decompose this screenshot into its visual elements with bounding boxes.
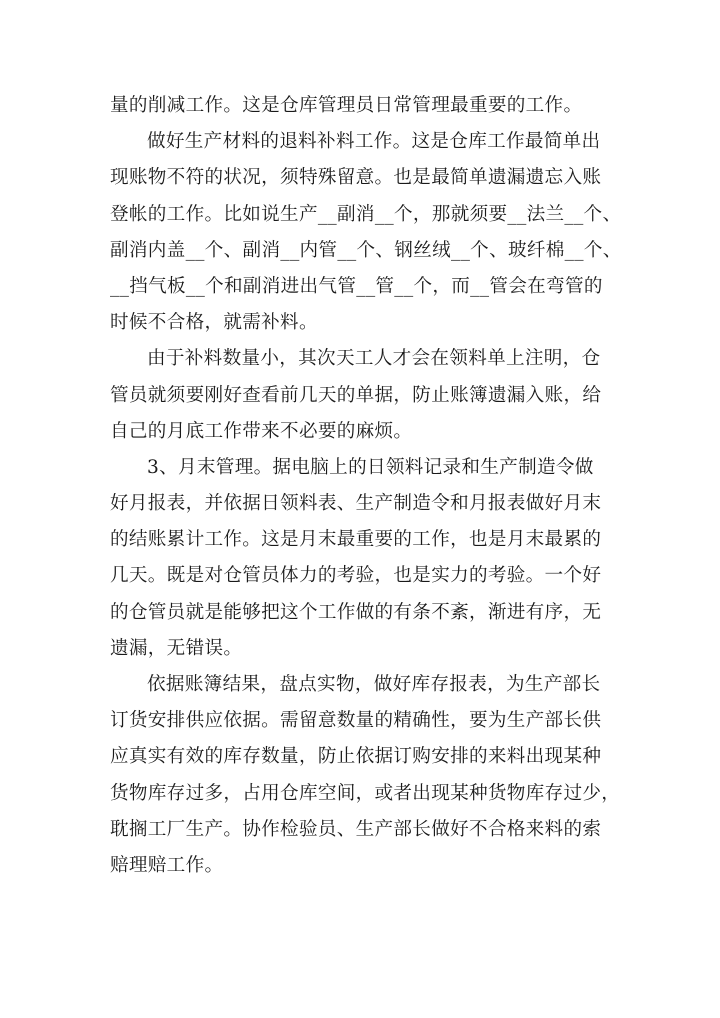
paragraph-5 [110, 667, 621, 884]
document-page [110, 88, 622, 884]
text-line: 现账物不符的状况，须特殊留意。也是最简单遗漏遗忘入账 [110, 167, 602, 189]
text-line: 好月报表，并依据日领料表、生产制造令和月报表做好月末 [110, 493, 602, 515]
text-line: 货物库存过多，占用仓库空间，或者出现某种货物库存过少， [110, 782, 621, 804]
text-line: 订货安排供应依据。需留意数量的精确性，要为生产部长供 [110, 710, 602, 732]
text-line: 应真实有效的库存数量，防止依据订购安排的来料出现某种 [110, 746, 602, 768]
text-line: 遗漏，无错误。 [110, 637, 243, 659]
text-line: 自己的月底工作带来不必要的麻烦。 [110, 420, 413, 442]
text-line: __挡气板__个和副消进出气管__管__个，而__管会在弯管的 [110, 275, 603, 297]
text-line: 时候不合格，就需补料。 [110, 312, 318, 334]
text-line: 量的削减工作。这是仓库管理员日常管理最重要的工作。 [110, 95, 583, 116]
paragraph-4 [110, 450, 610, 667]
text-line: 赔理赔工作。 [110, 854, 224, 876]
text-line: 管员就须要刚好查看前几天的单据，防止账簿遗漏入账，给 [110, 384, 602, 406]
text-line: 几天。既是对仓管员体力的考验，也是实力的考验。一个好 [110, 565, 602, 587]
text-line: 登帐的工作。比如说生产__副消__个，那就须要__法兰__个、 [110, 203, 622, 225]
text-line: 做好生产材料的退料补料工作。这是仓库工作最简单出 [147, 131, 601, 153]
text-line: 的结账累计工作。这是月末最重要的工作，也是月末最累的 [110, 529, 602, 551]
paragraph-2 [110, 124, 622, 341]
text-line: 耽搁工厂生产。协作检验员、生产部长做好不合格来料的索 [110, 818, 602, 840]
text-line: 副消内盖__个、副消__内管__个、钢丝绒__个、玻纤棉__个、 [110, 239, 622, 261]
text-line: 3、月末管理。据电脑上的日领料记录和生产制造令做 [147, 456, 594, 478]
text-line: 依据账簿结果，盘点实物，做好库存报表，为生产部长 [147, 674, 601, 695]
text-line: 由于补料数量小，其次天工人才会在领料单上注明，仓 [147, 348, 601, 370]
paragraph-1 [110, 88, 610, 124]
text-line: 的仓管员就是能够把这个工作做的有条不紊，渐进有序，无 [110, 601, 602, 623]
paragraph-3 [110, 341, 610, 450]
